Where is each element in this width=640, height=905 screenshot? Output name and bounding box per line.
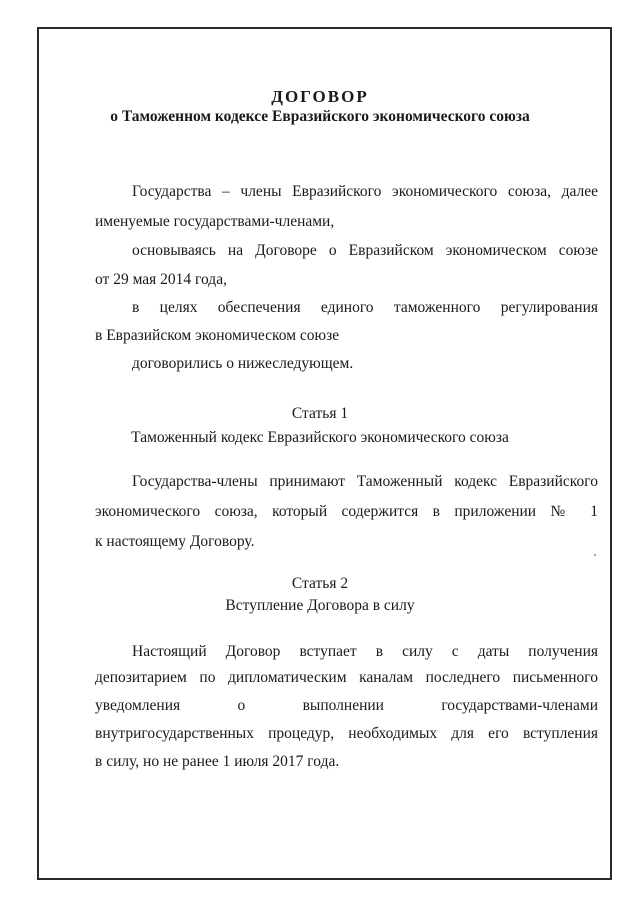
preamble-p3-line1: в целях обеспечения единого таможенного регулирования: [132, 299, 598, 316]
preamble-p3-line2: в Евразийском экономическом союзе: [95, 327, 340, 344]
article1-name: Таможенный кодекс Евразийского экономического союза: [131, 429, 509, 446]
scan-speck: [594, 554, 596, 556]
preamble-p1-line1: Государства – члены Евразийского экономического союза, далее: [132, 183, 598, 200]
article1-line3: к настоящему Договору.: [95, 533, 255, 550]
document-subtitle: о Таможенном кодексе Евразийского экономического союза: [110, 108, 530, 125]
article2-line1: Настоящий Договор вступает в силу с даты получения: [132, 643, 598, 660]
preamble-p1-line2: именуемые государствами-членами,: [95, 213, 335, 230]
article2-line5: в силу, но не ранее 1 июля 2017 года.: [95, 753, 340, 770]
preamble-p2-line2: от 29 мая 2014 года,: [95, 271, 227, 288]
article2-name: Вступление Договора в силу: [225, 597, 415, 614]
article1-heading: Статья 1: [291, 405, 349, 422]
article2-line2: депозитарием по дипломатическим каналам последнего письменного: [95, 669, 598, 686]
article1-line2: экономического союза, который содержится в приложении № 1: [95, 503, 598, 520]
article1-line1: Государства-члены принимают Таможенный кодекс Евразийского: [132, 473, 598, 490]
article2-line4: внутригосударственных процедур, необходимых для его вступления: [95, 725, 598, 742]
article2-line3: уведомления о выполнении государствами-членами: [95, 697, 598, 714]
preamble-p2-line1: основываясь на Договоре о Евразийском экономическом союзе: [132, 242, 598, 259]
document-title: ДОГОВОР: [271, 87, 369, 106]
article2-heading: Статья 2: [291, 575, 349, 592]
preamble-p4-line1: договорились о нижеследующем.: [132, 355, 354, 372]
